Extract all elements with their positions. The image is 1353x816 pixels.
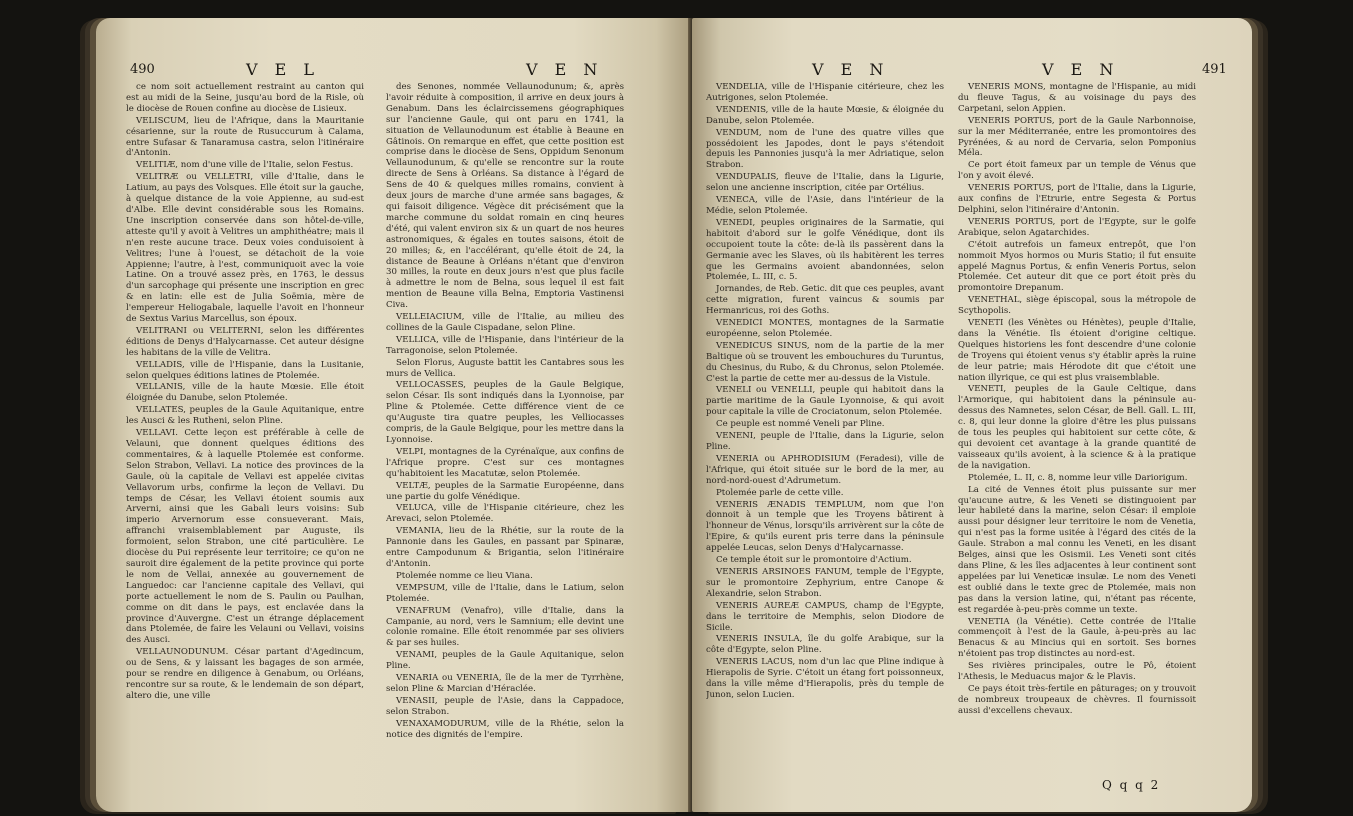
entry-paragraph: VENAMI, peuples de la Gaule Aquitanique, selon Pline. xyxy=(386,650,624,672)
entry-paragraph: VENERIS INSULA, île du golfe Arabique, sur la côte d'Egypte, selon Pline. xyxy=(706,634,944,656)
entry-paragraph: VENERIS LACUS, nom d'un lac que Pline indique à Hierapolis de Syrie. C'étoit un étang fort poissonneux, dans la ville même d'Hierapolis, près du temple de Junon, selon Lucien. xyxy=(706,657,944,700)
entry-paragraph: VENECA, ville de l'Asie, dans l'intérieur de la Médie, selon Ptolemée. xyxy=(706,195,944,216)
entry-paragraph: VENELI ou VENELLI, peuple qui habitoit dans la partie maritime de la Gaule Lyonnoise, & qui avoit pour capitale la ville de Crociatonum, selon Ptolemée. xyxy=(706,385,944,418)
entry-paragraph: Ses rivières principales, outre le Pô, étoient l'Athesis, le Meduacus major & le Plavis. xyxy=(958,661,1196,683)
left-column-2 xyxy=(386,82,624,782)
entry-paragraph: C'étoit autrefois un fameux entrepôt, que l'on nommoit Myos hormos ou Muris Statio; il fut ensuite appelé Magnus Portus, & enfin Veneris Portus, selon Ptolemée. Cet auteur dit que ce port étoit près du promontoire Drepanum. xyxy=(958,239,1196,294)
entry-paragraph: VENEDI, peuples originaires de la Sarmatie, qui habitoit d'abord sur le golfe Vénédique, dont ils occupoient toute la côte: de-là ils passèrent dans la Germanie avec les Slaves, où ils habitèrent les terres que les Germains avoient abandonnées, selon Ptolemée, L. III, c. 5. xyxy=(706,217,944,283)
right-column-1 xyxy=(706,82,944,782)
entry-paragraph: VEMPSUM, ville de l'Italie, dans le Latium, selon Ptolemée. xyxy=(386,582,624,604)
signature-mark: Q q q 2 xyxy=(1102,778,1161,792)
entry-paragraph: VENETI, peuples de la Gaule Celtique, dans l'Armorique, qui habitoient dans la péninsule au-dessus des Namnetes, selon César, de Bell. Gall. L. III, c. 8, qui leur donne la gloire d'être les plus puissans de tous les peuples qui habitoient sur cette côte, & qui devoient cet avantage à la grande quantité de vaisseaux qu'ils avoient, à la science & à la pratique de la navigation. xyxy=(958,384,1196,471)
entry-paragraph: VELLATES, peuples de la Gaule Aquitanique, entre les Ausci & les Rutheni, selon Pline. xyxy=(126,405,364,427)
entry-paragraph: VELLADIS, ville de l'Hispanie, dans la Lusitanie, selon quelques éditions latines de Ptolemée. xyxy=(126,359,364,381)
entry-paragraph: VENDENIS, ville de la haute Mœsie, & éloignée du Danube, selon Ptolemée. xyxy=(706,104,944,126)
entry-paragraph: ce nom soit actuellement restraint au canton qui est au midi de la Seine, jusqu'au bord de la Risle, où le diocèse de Rouen confine au diocèse de Lisieux. xyxy=(126,82,364,114)
entry-paragraph: VEMANIA, lieu de la Rhétie, sur la route de la Pannonie dans les Gaules, en passant par Spinaræ, entre Campodunum & Brigantia, selon l'itinéraire d'Antonin. xyxy=(386,526,624,569)
entry-paragraph: VENDUPALIS, fleuve de l'Italie, dans la Ligurie, selon une ancienne inscription, citée par Ortélius. xyxy=(706,172,944,194)
entry-paragraph: VELPI, montagnes de la Cyrénaïque, aux confins de l'Afrique propre. C'est sur ces montagnes qu'habitoient les Macatutæ, selon Ptolemée. xyxy=(386,446,624,479)
entry-paragraph: VELLICA, ville de l'Hispanie, dans l'intérieur de la Tarragonoise, selon Ptolemée. xyxy=(386,334,624,356)
entry-paragraph: VELLOCASSES, peuples de la Gaule Belgique, selon César. Ils sont indiqués dans la Lyonnoise, par Pline & Ptolemée. Cette différence vient de ce qu'Auguste tira quatre peuples, les Velliocasses compris, de la Gaule Belgique, pour les mettre dans la Lyonnoise. xyxy=(386,380,624,445)
entry-paragraph: des Senones, nommée Vellaunodunum; &, après l'avoir réduite à composition, il arrive en deux jours à Genabum. Dans les éclaircissemens géographiques sur l'ancienne Gaule, qui ont paru en 1741, la situation de Vellaunodunum est établie à Beaune en Gâtinois. On remarque en effet, que cette position est comprise dans le diocèse de Sens, Oppidum Senonum Vellaunodunum, & qu'elle se rencontre sur la route directe de Sens à Orléans. Sa distance à l'égard de Sens de 40 & quelques milles romains, convient à deux jours de marche d'une armée sans bagages, & qui faisoit diligence. Végèce dit précisément que la marche commune du soldat romain en cinq heures d'été, qui valent environ six & un quart de nos heures astronomiques, & égales en toutes saisons, étoit de 20 milles; &, en l'accélérant, qu'elle étoit de 24, la distance de Beaune à Orléans n'étant que d'environ 30 milles, la route en deux jours n'est que plus facile à admettre le nom de Belna, sous lequel il est fait mention de Beaune villa Belna, Emptoria Vastinensi Civa. xyxy=(386,82,624,311)
entry-paragraph: Selon Florus, Auguste battit les Cantabres sous les murs de Vellica. xyxy=(386,357,624,379)
right-page xyxy=(692,18,1252,812)
left-page-number: 490 xyxy=(130,62,155,77)
entry-paragraph: VENETHAL, siège épiscopal, sous la métropole de Scythopolis. xyxy=(958,295,1196,317)
entry-paragraph: VENDELIA, ville de l'Hispanie citérieure, chez les Autrigones, selon Ptolemée. xyxy=(706,82,944,103)
left-page xyxy=(96,18,692,812)
left-running-header-2: V E N xyxy=(526,60,604,79)
entry-paragraph: VELITRÆ ou VELLETRI, ville d'Italie, dans le Latium, au pays des Volsques. Elle étoit sur la gauche, à quelque distance de la voie Appienne, au sud-est d'Albe. Elle devint considérable sous les Romains. Une inscription conservée dans son hôtel-de-ville, atteste qu'il y avoit à Velitres un amphithéatre; mais il n'en reste aucune trace. Deux voies conduisoient à Velitres; l'une à l'ouest, se détachoit de la voie Appienne; l'autre, à l'est, communiquoit avec la voie Latine. On a trouvé assez près, en 1763, le dessus d'un sarcophage qui présente une inscription en grec & en latin: elle est de Julia Soëmia, mère de l'empereur Heliogabale, laquelle l'avoit en l'honneur de Sextus Varius Marcellus, son époux. xyxy=(126,172,364,325)
entry-paragraph: VENERIS PORTUS, port de la Gaule Narbonnoise, sur la mer Méditerranée, entre les promontoires des Pyrénées, & au nord de Cervaria, selon Pomponius Méla. xyxy=(958,115,1196,159)
entry-paragraph: VELLEIACIUM, ville de l'Italie, au milieu des collines de la Gaule Cispadane, selon Pline. xyxy=(386,312,624,333)
entry-paragraph: VENETIA (la Vénétie). Cette contrée de l'Italie commençoit à l'est de la Gaule, à-peu-près au lac Benacus & au Mincius qui en sortoit. Ses bornes n'étoient pas trop distinctes au nord-est. xyxy=(958,616,1196,660)
entry-paragraph: Ce port étoit fameux par un temple de Vénus que l'on y avoit élevé. xyxy=(958,160,1196,182)
entry-paragraph: VENASII, peuple de l'Asie, dans la Cappadoce, selon Strabon. xyxy=(386,695,624,717)
entry-paragraph: VENAFRUM (Venafro), ville d'Italie, dans la Campanie, au nord, vers le Samnium; elle devint une colonie romaine. Elle étoit renommée par ses oliviers & par ses huiles. xyxy=(386,605,624,649)
left-running-header: V E L xyxy=(246,60,321,79)
entry-paragraph: Ce peuple est nommé Veneli par Pline. xyxy=(716,419,885,430)
entry-paragraph: VENERIS MONS, montagne de l'Hispanie, au midi du fleuve Tagus, & au voisinage du pays des Carpetani, selon Appien. xyxy=(958,82,1196,114)
entry-paragraph: VELITRANI ou VELITERNI, selon les différentes éditions de Denys d'Halycarnasse. Cet auteur désigne les habitans de la ville de Velitra. xyxy=(126,325,364,358)
entry-paragraph: VENERIS AUREÆ CAMPUS, champ de l'Egypte, dans le territoire de Memphis, selon Diodore de Sicile. xyxy=(706,600,944,633)
entry-paragraph: Ptolemée, L. II, c. 8, nomme leur ville Dariorigum. xyxy=(968,472,1188,483)
entry-paragraph: VELLAVI. Cette leçon est préférable à celle de Velauni, que donnent quelques éditions des commentaires, & à laquelle Ptolemée est conforme. Selon Strabon, Vellavi. La notice des provinces de la Gaule, où la capitale de Vellavi est appelée civitas Vellavorum urbs, confirme la leçon de Vellavi. Du temps de César, les Vellavi étoient soumis aux Arverni, ainsi que les Gabali leurs voisins: Sub imperio Arvernorum esse consueverant. Mais, affranchi vraisemblablement par Auguste, ils formoient, selon Strabon, une cité particulière. Le diocèse du Pui représente leur territoire; ce qu'on ne sauroit dire également de la petite province qui porte le nom de Vellai, annexée au gouvernement de Languedoc: car l'ancienne capitale des Vellavi, qui porte actuellement le nom de S. Paulin ou Paulhan, comme on dit dans le pays, est enclavée dans la province d'Auvergne. C'est un étrange déplacement dans Ptolemée, de faire les Velauni ou Vellavi, voisins des Ausci. xyxy=(126,428,364,646)
entry-paragraph: VENEDICI MONTES, montagnes de la Sarmatie européenne, selon Ptolemée. xyxy=(706,318,944,339)
entry-paragraph: VELLANIS, ville de la haute Mœsie. Elle étoit éloignée du Danube, selon Ptolemée. xyxy=(126,382,364,404)
right-page-number: 491 xyxy=(1202,62,1227,77)
entry-paragraph: Ptolemée parle de cette ville. xyxy=(716,487,844,498)
entry-paragraph: Ptolemée nomme ce lieu Viana. xyxy=(396,570,533,581)
entry-paragraph: VENDUM, nom de l'une des quatre villes que possédoient les Japodes, dont le pays s'étendoit depuis les Pannonies jusqu'à la mer Adriatique, selon Strabon. xyxy=(706,127,944,171)
entry-paragraph: VENEDICUS SINUS, nom de la partie de la mer Baltique où se trouvent les embouchures du Turuntus, du Chesinus, du Rubo, & du Chronus, selon Ptolemée. C'est la partie de cette mer au-dessus de la Vistule. xyxy=(706,340,944,384)
entry-paragraph: VELTÆ, peuples de la Sarmatie Européenne, dans une partie du golfe Vénédique. xyxy=(386,480,624,502)
entry-paragraph: VENETI (les Vénètes ou Hénètes), peuple d'Italie, dans la Vénétie. Ils étoient d'origine celtique. Quelques historiens les font descendre d'une colonie de Troyens qui étoient venus s'y établir après la ruine de leur patrie; mais Hérodote dit que c'étoit une nation illyrique, ce qui est plus vraisemblable. xyxy=(958,318,1196,383)
entry-paragraph: VENENI, peuple de l'Italie, dans la Ligurie, selon Pline. xyxy=(706,431,944,452)
entry-paragraph: VELUCA, ville de l'Hispanie citérieure, chez les Arevaci, selon Ptolemée. xyxy=(386,503,624,525)
entry-paragraph: VELITIÆ, nom d'une ville de l'Italie, selon Festus. xyxy=(136,160,354,171)
entry-paragraph: La cité de Vennes étoit plus puissante sur mer qu'aucune autre, & les Veneti se distinguoient par leur habileté dans la marine, selon César: il emploie aussi pour désigner leur territoire le nom de Venetia, qui n'est pas la forme usitée à l'égard des cités de la Gaule. Strabon a mal connu les Veneti, en les disant Belges, ainsi que les Osismii. Les Veneti sont cités dans Pline, & les îles adjacentes à leur continent sont appelées par lui Veneticæ insulæ. Le nom des Veneti est oublié dans le texte grec de Ptolemée, mais non pas dans la version latine, qui, n'étant pas récente, est regardée à-peu-près comme un texte. xyxy=(958,484,1196,615)
right-running-header: V E N xyxy=(812,60,890,79)
entry-paragraph: Jornandes, de Reb. Getic. dit que ces peuples, avant cette migration, furent vaincus & soumis par Hermanricus, roi des Goths. xyxy=(706,284,944,317)
right-column-2 xyxy=(958,82,1196,782)
entry-paragraph: VELISCUM, lieu de l'Afrique, dans la Mauritanie césarienne, sur la route de Rusuccurum à Calama, entre Sufasar & Tanaramusa castra, selon l'itinéraire d'Antonin. xyxy=(126,115,364,159)
entry-paragraph: VENERIS PORTUS, port de l'Egypte, sur le golfe Arabique, selon Agatarchides. xyxy=(958,216,1196,238)
entry-paragraph: Ce pays étoit très-fertile en pâturages; on y trouvoit de nombreux troupeaux de chèvres. Il fournissoit aussi d'excellens chevaux. xyxy=(958,683,1196,716)
entry-paragraph: VENERIS PORTUS, port de l'Italie, dans la Ligurie, aux confins de l'Etrurie, entre Segesta & Portus Delphini, selon l'itinéraire d'Antonin. xyxy=(958,183,1196,215)
entry-paragraph: VENAXAMODURUM, ville de la Rhétie, selon la notice des dignités de l'empire. xyxy=(386,718,624,740)
entry-paragraph: VELLAUNODUNUM. César partant d'Agedincum, ou de Sens, & y laissant les bagages de son armée, pour se rendre en diligence à Genabum, ou Orléans, rencontre sur sa route, & le lendemain de son départ, altero die, une ville xyxy=(126,647,364,701)
right-running-header-2: V E N xyxy=(1042,60,1120,79)
entry-paragraph: VENERIS ÆNADIS TEMPLUM, nom que l'on donnoit à un temple que les Troyens bâtirent à l'honneur de Vénus, lorsqu'ils arrivèrent sur la côte de l'Epire, & qu'ils eurent pris terre dans la péninsule appelée Leucas, selon Denys d'Halycarnasse. xyxy=(706,499,944,554)
entry-paragraph: VENERIS ARSINOES FANUM, temple de l'Egypte, sur le promontoire Zephyrium, entre Canope & Alexandrie, selon Strabon. xyxy=(706,566,944,599)
entry-paragraph: VENARIA ou VENERIA, île de la mer de Tyrrhène, selon Pline & Marcian d'Héraclée. xyxy=(386,673,624,694)
left-column-1 xyxy=(126,82,364,782)
entry-paragraph: VENERIA ou APHRODISIUM (Feradesi), ville de l'Afrique, qui étoit située sur le bord de la mer, au nord-nord-ouest d'Adrumetum. xyxy=(706,453,944,486)
entry-paragraph: Ce temple étoit sur le promontoire d'Actium. xyxy=(716,555,912,566)
